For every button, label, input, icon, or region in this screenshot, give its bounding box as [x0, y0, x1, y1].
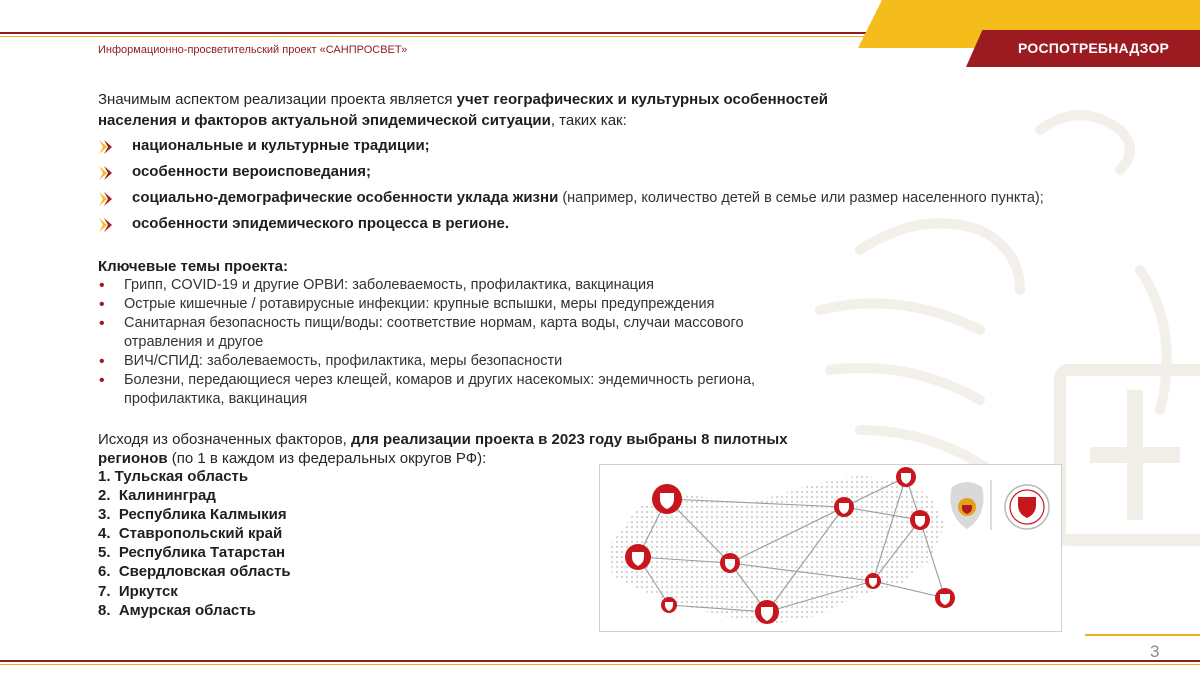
topics-list [98, 276, 818, 409]
page-number: 3 [1150, 642, 1160, 661]
topic-item [98, 276, 818, 295]
bullet-dot-icon: • [99, 315, 105, 332]
region-network-map [599, 464, 1062, 632]
topic-text: ВИЧ/СПИД: заболеваемость, профилактика, меры безопасности [124, 353, 563, 369]
chevron-bullet-icon [98, 217, 114, 233]
factor-text: особенности эпидемического процесса в регионе. [132, 215, 510, 232]
bullet-dot-icon: • [99, 296, 105, 313]
node-shield-icon [896, 467, 916, 487]
bullet-dot-icon: • [99, 372, 105, 389]
node-shield-icon [910, 510, 930, 530]
factor-item [98, 162, 1044, 188]
topic-item [98, 314, 808, 352]
pilot-region: 4. Ставропольский край [98, 525, 283, 543]
brand-name: РОСПОТРЕБНАДЗОР [1018, 40, 1170, 56]
node-shield-icon [935, 588, 955, 608]
topic-text: Острые кишечные / ротавирусные инфекции: крупные вспышки, меры предупреждения [124, 296, 715, 312]
topic-text: Грипп, COVID-19 и другие ОРВИ: заболеваемость, профилактика, вакцинация [124, 277, 654, 293]
topic-item [98, 295, 818, 314]
pilot-region: 3. Республика Калмыкия [98, 506, 287, 524]
header-divider-accent [0, 36, 900, 37]
node-shield-icon [652, 484, 682, 514]
intro-tail: , таких как: [550, 112, 627, 129]
node-shield-icon [720, 553, 740, 573]
factor-text: социально-демографические особенности уклада жизни [132, 189, 559, 206]
factors-list [98, 136, 1044, 240]
pilot-region: 8. Амурская область [98, 601, 256, 619]
topic-text: Болезни, передающиеся через клещей, комаров и других насекомых: эндемичность региона, профилактика, вакцинация [124, 372, 756, 407]
node-shield-icon [865, 573, 881, 589]
factor-text: национальные и культурные традиции; [132, 137, 430, 154]
footer-divider [0, 660, 1200, 662]
footer-accent-line [1085, 634, 1200, 636]
topics-heading: Ключевые темы проекта: [98, 258, 288, 275]
bullet-dot-icon: • [99, 277, 105, 294]
intro-lead: Значимым аспектом реализации проекта является [98, 91, 457, 108]
factor-note: (например, количество детей в семье или размер населенного пункта); [558, 190, 1044, 206]
pilots-tail: (по 1 в каждом из федеральных округов РФ): [167, 450, 487, 467]
chevron-bullet-icon [98, 139, 114, 155]
pilots-lead: Исходя из обозначенных факторов, [98, 431, 351, 448]
network-map-graphic [600, 465, 1062, 632]
node-shield-icon [661, 597, 677, 613]
factor-text: особенности вероисповедания; [132, 163, 371, 180]
pilots-bold: для реализации проекта в 2023 году выбраны 8 пилотных регионов [98, 431, 788, 467]
node-shield-icon [755, 600, 779, 624]
factor-item [98, 188, 1044, 214]
sanprosvet-logo-icon [1005, 485, 1049, 529]
pilot-region: 6. Свердловская область [98, 563, 291, 581]
pilot-region: 1. Тульская область [98, 468, 249, 485]
bullet-dot-icon: • [99, 353, 105, 370]
rospotrebnadzor-emblem-icon [950, 480, 991, 530]
pilot-region: 7. Иркутск [98, 582, 178, 600]
footer-divider-accent [0, 664, 1200, 665]
factor-item [98, 136, 1044, 162]
pilot-region: 5. Республика Татарстан [98, 544, 286, 562]
topic-text: Санитарная безопасность пищи/воды: соответствие нормам, карта воды, случаи массового отравления и другое [124, 315, 744, 350]
node-shield-icon [625, 544, 651, 570]
pilot-regions-list [98, 467, 291, 620]
header-divider [0, 32, 900, 34]
project-title: Информационно-просветительский проект «САНПРОСВЕТ» [98, 44, 408, 56]
node-shield-icon [834, 497, 854, 517]
intro-bold: учет географических и культурных особенностей населения и факторов актуальной эпидемической ситуации [98, 91, 828, 129]
pilots-paragraph [98, 430, 858, 468]
factor-item [98, 214, 1044, 240]
chevron-bullet-icon [98, 191, 114, 207]
topic-item [98, 352, 818, 371]
pilot-region: 2. Калининград [98, 487, 216, 505]
intro-paragraph [98, 89, 898, 131]
topic-item [98, 371, 818, 409]
chevron-bullet-icon [98, 165, 114, 181]
